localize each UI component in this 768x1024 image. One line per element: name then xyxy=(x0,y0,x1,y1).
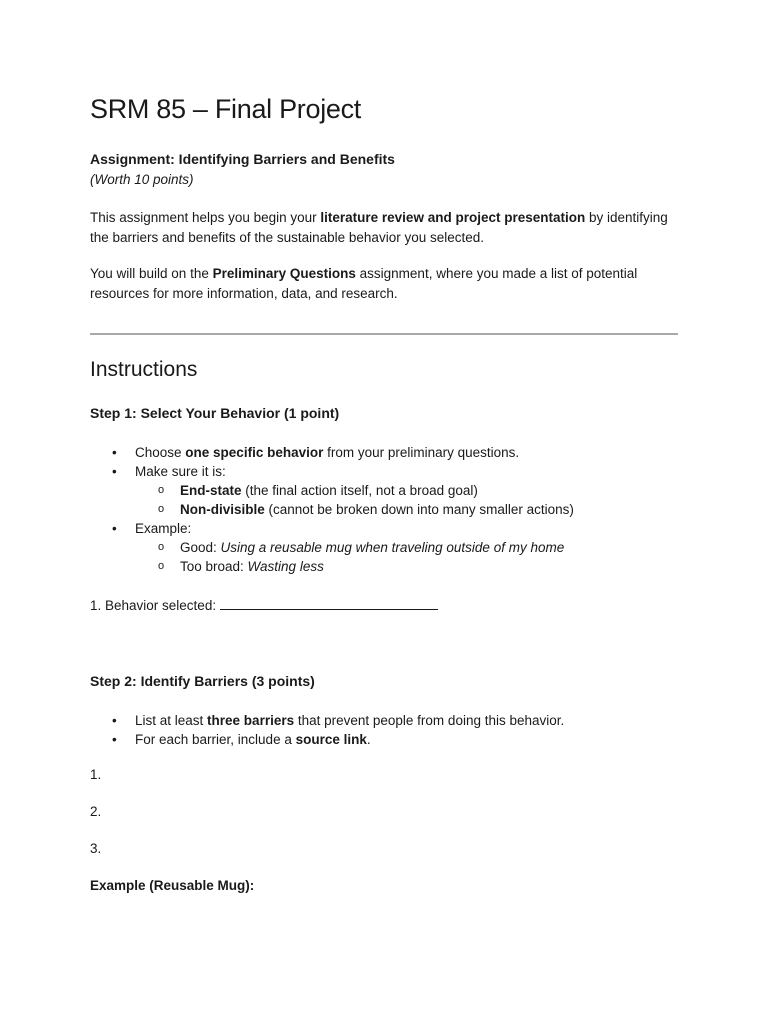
document-title: SRM 85 – Final Project xyxy=(90,94,362,124)
sub-list-item: o Too broad: Wasting less xyxy=(158,559,324,574)
behavior-selected-label: 1. Behavior selected: xyxy=(90,598,217,613)
intro-paragraph-2: You will build on the Preliminary Questions assignment, where you made a list of potential resources for more information, data, and research. xyxy=(90,266,638,301)
emphasis-literature-review: literature review and project presentation xyxy=(320,210,586,225)
step1-heading: Step 1: Select Your Behavior (1 point) xyxy=(90,405,340,421)
sub-list-item: o Good: Using a reusable mug when traveling outside of my home xyxy=(158,540,565,555)
assignment-title: Assignment: Identifying Barriers and Benefits xyxy=(90,151,395,167)
assignment-worth: (Worth 10 points) xyxy=(90,172,194,187)
sub-list-item: o Non-divisible (cannot be broken down into many smaller actions) xyxy=(158,502,574,517)
bullet-icon: • xyxy=(112,732,117,747)
bullet-icon: • xyxy=(112,445,117,460)
sub-bullet-icon: o xyxy=(158,484,165,496)
bullet-icon: • xyxy=(112,464,117,479)
instructions-heading: Instructions xyxy=(90,358,198,381)
list-item: • Make sure it is: o End-state (the final action itself, not a broad goal) o Non-divisible (cannot be broken down into many smaller actions) xyxy=(90,462,680,519)
behavior-selected-field xyxy=(90,597,438,613)
barrier-number-2: 2. xyxy=(90,804,102,819)
bullet-icon: • xyxy=(112,713,117,728)
sub-bullet-icon: o xyxy=(158,503,165,515)
emphasis-preliminary-questions: Preliminary Questions xyxy=(212,266,356,281)
list-item: • Choose one specific behavior from your preliminary questions. xyxy=(112,445,520,460)
list-item: • Example: o Good: Using a reusable mug when traveling outside of my home o Too broad: Wasting less xyxy=(90,519,680,576)
bullet-icon: • xyxy=(112,521,117,536)
step2-list xyxy=(90,711,680,749)
step2-heading: Step 2: Identify Barriers (3 points) xyxy=(90,673,315,689)
sub-list-item: o End-state (the final action itself, not a broad goal) xyxy=(158,483,478,498)
sub-list xyxy=(135,538,680,576)
sub-list xyxy=(135,481,680,519)
step1-list xyxy=(90,443,680,576)
sub-bullet-icon: o xyxy=(158,541,165,553)
intro-paragraph-1: This assignment helps you begin your literature review and project presentation by identifying the barriers and benefits of the sustainable behavior you selected. xyxy=(90,210,668,245)
example-heading: Example (Reusable Mug): xyxy=(90,878,255,893)
list-item: • List at least three barriers that prevent people from doing this behavior. xyxy=(112,713,565,728)
list-item: • For each barrier, include a source link. xyxy=(112,732,371,747)
barrier-number-1: 1. xyxy=(90,767,102,782)
horizontal-divider xyxy=(90,333,678,335)
sub-bullet-icon: o xyxy=(158,560,165,572)
behavior-selected-blank[interactable] xyxy=(220,597,438,610)
barrier-number-3: 3. xyxy=(90,841,102,856)
